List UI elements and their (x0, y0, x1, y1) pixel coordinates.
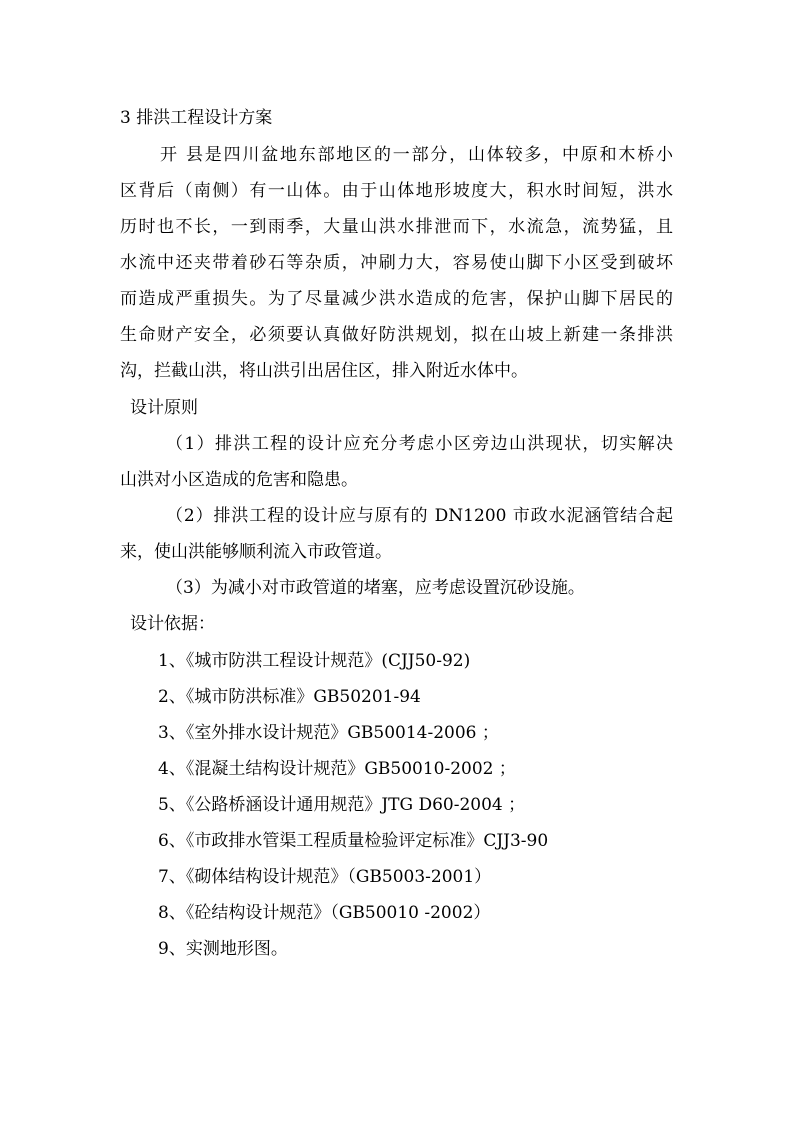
intro-line-5: 而造成严重损失。为了尽量减少洪水造成的危害，保护山脚下居民的 (120, 289, 673, 309)
basis-item-4: 4、《混凝土结构设计规范》GB50010-2002 ； (158, 759, 516, 779)
intro-line-6: 生命财产安全，必须要认真做好防洪规划，拟在山坡上新建一条排洪 (120, 325, 673, 345)
basis-heading: 设计依据： (130, 614, 215, 634)
intro-line-2: 区背后（南侧）有一山体。由于山体地形坡度大，积水时间短，洪水 (120, 181, 673, 201)
basis-item-6: 6、《市政排水管渠工程质量检验评定标准》CJJ3-90 (158, 831, 549, 851)
principles-heading: 设计原则 (130, 398, 198, 418)
principle-2-line-2: 来，使山洪能够顺利流入市政管道。 (120, 542, 392, 562)
section-heading: 3 排洪工程设计方案 (120, 108, 273, 128)
basis-item-7: 7、《砌体结构设计规范》（GB5003-2001） (158, 867, 492, 887)
intro-line-7: 沟，拦截山洪，将山洪引出居住区，排入附近水体中。 (120, 361, 528, 381)
basis-item-1: 1、《城市防洪工程设计规范》(CJJ50-92) (158, 651, 471, 671)
basis-item-2: 2、《城市防洪标准》GB50201-94 (158, 687, 421, 707)
basis-item-3: 3、《室外排水设计规范》GB50014-2006 ； (158, 723, 499, 743)
intro-line-3: 历时也不长，一到雨季，大量山洪水排泄而下，水流急，流势猛，且 (120, 217, 673, 237)
basis-item-8: 8、《砼结构设计规范》（GB50010 -2002） (158, 903, 491, 923)
principle-1-line-1: （1）排洪工程的设计应充分考虑小区旁边山洪现状，切实解决 (166, 434, 673, 454)
principle-3-line-1: （3）为减小对市政管道的堵塞，应考虑设置沉砂设施。 (166, 578, 585, 598)
principle-1-line-2: 山洪对小区造成的危害和隐患。 (120, 470, 358, 490)
basis-item-9: 9、实测地形图。 (158, 939, 288, 959)
basis-item-5: 5、《公路桥涵设计通用规范》JTG D60-2004 ； (158, 795, 526, 815)
intro-line-1: 开 县是四川盆地东部地区的一部分，山体较多，中原和木桥小 (160, 145, 673, 165)
intro-line-4: 水流中还夹带着砂石等杂质，冲刷力大，容易使山脚下小区受到破坏 (120, 253, 673, 273)
principle-2-line-1: （2）排洪工程的设计应与原有的 DN1200 市政水泥涵管结合起 (166, 506, 673, 526)
